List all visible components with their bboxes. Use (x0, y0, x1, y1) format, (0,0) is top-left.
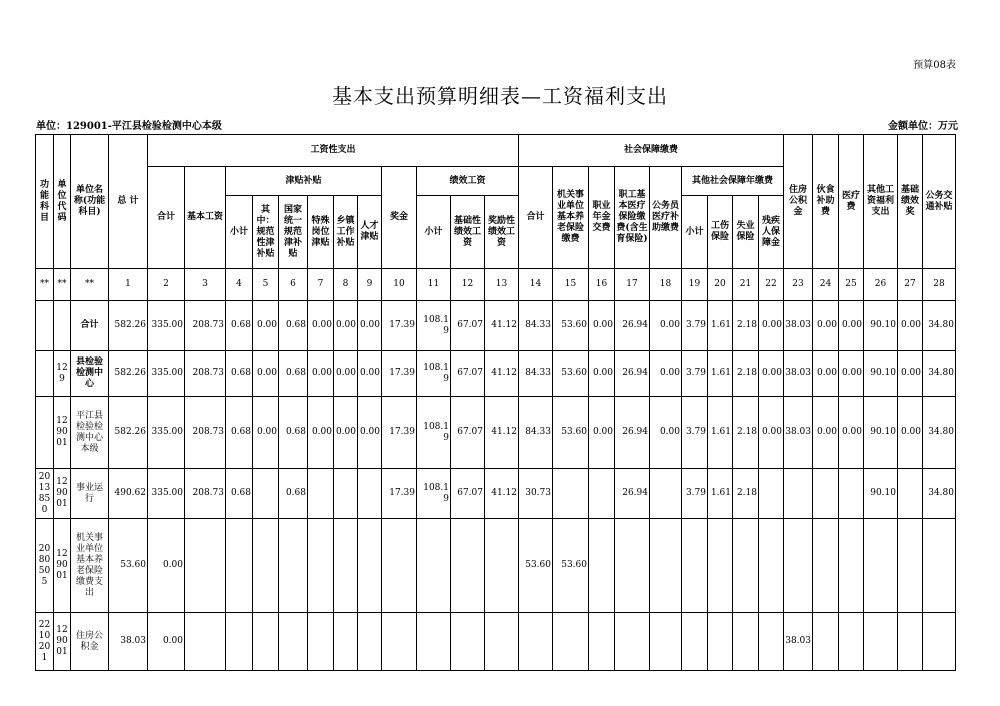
table-row (36, 613, 956, 671)
amount-cell: 0.68 (279, 469, 308, 519)
amount-cell: 17.39 (382, 301, 417, 351)
column-index-cell: 4 (226, 269, 253, 301)
amount-cell (898, 469, 923, 519)
header-allowance: 津贴补贴 (226, 167, 382, 196)
amount-cell: 582.26 (109, 397, 148, 469)
column-index-cell: 6 (279, 269, 308, 301)
header-perf-reward: 奖励性绩效工资 (485, 196, 519, 269)
amount-cell: 53.60 (519, 519, 553, 613)
func-code-cell (36, 351, 54, 397)
column-index-cell: 10 (382, 269, 417, 301)
amount-cell: 0.00 (148, 613, 185, 671)
amount-cell: 0.00 (334, 397, 358, 469)
amount-cell: 0.00 (839, 351, 864, 397)
amount-cell: 0.00 (253, 351, 279, 397)
amount-cell (308, 613, 334, 671)
amount-cell (358, 469, 382, 519)
amount-cell: 34.80 (923, 351, 956, 397)
header-unit-name: 单位名称(功能科目) (71, 135, 109, 269)
amount-cell (813, 519, 839, 613)
header-other-wage: 其他工资福利支出 (864, 135, 898, 269)
func-code-cell: 2013850 (36, 469, 54, 519)
amount-cell (839, 613, 864, 671)
amount-cell (185, 519, 226, 613)
amount-cell (813, 469, 839, 519)
amount-cell: 2.18 (733, 351, 759, 397)
amount-cell (923, 613, 956, 671)
amount-cell: 3.79 (682, 397, 708, 469)
amount-cell: 26.94 (615, 351, 650, 397)
amount-cell (759, 519, 784, 613)
header-func-code: 功能科目 (36, 135, 54, 269)
amount-cell: 1.61 (708, 351, 733, 397)
amount-cell: 34.80 (923, 469, 956, 519)
amount-cell: 0.00 (759, 301, 784, 351)
amount-cell (898, 519, 923, 613)
amount-cell (485, 519, 519, 613)
column-index-row (36, 269, 956, 301)
amount-cell: 0.00 (334, 351, 358, 397)
amount-cell (589, 613, 615, 671)
amount-cell (923, 519, 956, 613)
amount-cell: 90.10 (864, 351, 898, 397)
amount-cell: 208.73 (185, 301, 226, 351)
amount-cell: 38.03 (784, 613, 813, 671)
column-index-cell: 12 (451, 269, 485, 301)
amount-cell: 108.19 (417, 351, 451, 397)
amount-cell: 0.68 (279, 301, 308, 351)
amount-cell: 0.00 (813, 351, 839, 397)
amount-cell: 53.60 (553, 397, 589, 469)
unit-name-cell: 合计 (71, 301, 109, 351)
unit-name-cell: 机关事业单位基本养老保险缴费支出 (71, 519, 109, 613)
amount-cell: 26.94 (615, 301, 650, 351)
column-index-cell: 18 (650, 269, 682, 301)
amount-cell (185, 613, 226, 671)
amount-cell: 53.60 (553, 351, 589, 397)
amount-cell (553, 469, 589, 519)
amount-cell (615, 519, 650, 613)
amount-cell: 0.00 (813, 301, 839, 351)
header-talent-allowance: 人才津贴 (358, 196, 382, 269)
amount-cell (334, 519, 358, 613)
amount-cell (279, 519, 308, 613)
amount-cell (451, 519, 485, 613)
amount-cell: 2.18 (733, 301, 759, 351)
table-row (36, 301, 956, 351)
amount-cell (519, 613, 553, 671)
amount-cell (358, 613, 382, 671)
unit-name-cell: 住房公积金 (71, 613, 109, 671)
amount-cell: 41.12 (485, 351, 519, 397)
amount-cell: 335.00 (148, 397, 185, 469)
amount-cell: 17.39 (382, 397, 417, 469)
func-code-cell: 2080505 (36, 519, 54, 613)
amount-cell (589, 519, 615, 613)
amount-cell: 0.00 (589, 397, 615, 469)
header-transport: 公务交通补贴 (923, 135, 956, 269)
amount-cell: 41.12 (485, 469, 519, 519)
amount-cell (358, 519, 382, 613)
column-index-cell: 23 (784, 269, 813, 301)
header-wage: 工资性支出 (148, 135, 519, 167)
amount-cell: 67.07 (451, 301, 485, 351)
amount-cell: 582.26 (109, 301, 148, 351)
column-index-cell: 15 (553, 269, 589, 301)
header-total: 总 计 (109, 135, 148, 269)
amount-cell: 38.03 (784, 351, 813, 397)
amount-cell: 0.00 (898, 397, 923, 469)
page-title: 基本支出预算明细表—工资福利支出 (332, 84, 668, 108)
amount-cell: 0.00 (759, 397, 784, 469)
unit-code-cell: 129001 (54, 613, 71, 671)
amount-cell: 17.39 (382, 469, 417, 519)
amount-cell: 0.00 (308, 351, 334, 397)
amount-cell (682, 519, 708, 613)
amount-cell (759, 613, 784, 671)
amount-cell: 2.18 (733, 397, 759, 469)
amount-cell: 17.39 (382, 351, 417, 397)
amount-cell: 0.68 (226, 301, 253, 351)
column-index-cell: 25 (839, 269, 864, 301)
amount-cell: 0.68 (279, 397, 308, 469)
column-index-cell: 11 (417, 269, 451, 301)
amount-cell: 38.03 (109, 613, 148, 671)
header-allowance-sub: 小计 (226, 196, 253, 269)
amount-cell: 3.79 (682, 469, 708, 519)
amount-cell (784, 519, 813, 613)
amount-cell: 67.07 (451, 469, 485, 519)
header-disability: 残疾人保障金 (759, 196, 784, 269)
amount-cell: 1.61 (708, 469, 733, 519)
column-index-cell: 17 (615, 269, 650, 301)
amount-cell: 1.61 (708, 397, 733, 469)
amount-cell (708, 519, 733, 613)
unit-name-cell: 平江县检验检测中心本级 (71, 397, 109, 469)
func-code-cell: 2210201 (36, 613, 54, 671)
amount-cell: 34.80 (923, 397, 956, 469)
table-row (36, 351, 956, 397)
amount-cell (650, 519, 682, 613)
amount-cell: 0.00 (253, 301, 279, 351)
amount-cell: 3.79 (682, 301, 708, 351)
amount-cell: 0.00 (898, 351, 923, 397)
header-perf: 绩效工资 (417, 167, 519, 196)
header-post-allowance: 特殊岗位津贴 (308, 196, 334, 269)
header-injury: 工伤保险 (708, 196, 733, 269)
amount-cell: 0.00 (589, 351, 615, 397)
amount-cell: 0.00 (813, 397, 839, 469)
amount-cell: 41.12 (485, 397, 519, 469)
amount-cell: 53.60 (109, 519, 148, 613)
header-med: 医疗费 (839, 135, 864, 269)
amount-cell: 38.03 (784, 301, 813, 351)
amount-cell (733, 613, 759, 671)
amount-cell (589, 469, 615, 519)
amount-cell: 0.00 (253, 397, 279, 469)
amount-cell (650, 613, 682, 671)
amount-cell: 0.00 (898, 301, 923, 351)
column-index-cell: 2 (148, 269, 185, 301)
unit-name-cell: 县检验检测中心 (71, 351, 109, 397)
amount-cell: 41.12 (485, 301, 519, 351)
amount-cell: 90.10 (864, 397, 898, 469)
unit-code-cell: 129 (54, 351, 71, 397)
amount-cell (279, 613, 308, 671)
header-perf-sub: 小计 (417, 196, 451, 269)
amount-cell: 0.68 (279, 351, 308, 397)
header-other-sub: 小计 (682, 196, 708, 269)
amount-cell (839, 519, 864, 613)
amount-cell: 490.62 (109, 469, 148, 519)
func-code-cell (36, 301, 54, 351)
amount-cell (334, 469, 358, 519)
header-housing: 住房公积金 (784, 135, 813, 269)
amount-cell: 582.26 (109, 351, 148, 397)
table-row (36, 519, 956, 613)
column-index-cell: 20 (708, 269, 733, 301)
amount-cell: 208.73 (185, 469, 226, 519)
column-index-cell: 16 (589, 269, 615, 301)
header-other-social: 其他社会保障年缴费 (682, 167, 784, 196)
header-annuity: 职业年金交费 (589, 167, 615, 269)
amount-cell (682, 613, 708, 671)
header-national-allowance: 国家统一规范津补贴 (279, 196, 308, 269)
column-index-cell: 28 (923, 269, 956, 301)
amount-cell: 335.00 (148, 301, 185, 351)
amount-cell (226, 519, 253, 613)
amount-cell: 0.68 (226, 397, 253, 469)
column-index-cell: 9 (358, 269, 382, 301)
amount-cell: 3.79 (682, 351, 708, 397)
amount-cell (553, 613, 589, 671)
amount-cell: 26.94 (615, 397, 650, 469)
amount-cell: 67.07 (451, 397, 485, 469)
amount-cell (417, 519, 451, 613)
amount-cell (253, 519, 279, 613)
header-base-bonus: 基础绩效奖 (898, 135, 923, 269)
amount-cell: 0.00 (308, 301, 334, 351)
amount-cell: 108.19 (417, 397, 451, 469)
amount-cell: 84.33 (519, 397, 553, 469)
amount-cell: 38.03 (784, 397, 813, 469)
amount-cell (784, 469, 813, 519)
amount-cell: 30.73 (519, 469, 553, 519)
amount-cell (382, 519, 417, 613)
amount-cell: 0.00 (839, 301, 864, 351)
amount-cell (813, 613, 839, 671)
header-wage-total: 合计 (148, 167, 185, 269)
amount-cell: 0.00 (759, 351, 784, 397)
amount-cell (308, 519, 334, 613)
amount-cell (253, 469, 279, 519)
func-code-cell (36, 397, 54, 469)
column-index-cell: 1 (109, 269, 148, 301)
amount-cell: 335.00 (148, 469, 185, 519)
header-basic-wage: 基本工资 (185, 167, 226, 269)
column-index-cell: ** (54, 269, 71, 301)
column-index-cell: ** (71, 269, 109, 301)
amount-cell: 108.19 (417, 301, 451, 351)
amount-cell: 90.10 (864, 469, 898, 519)
amount-cell: 0.00 (334, 301, 358, 351)
amount-cell (650, 469, 682, 519)
amount-cell (898, 613, 923, 671)
header-social-total: 合计 (519, 167, 553, 269)
column-index-cell: ** (36, 269, 54, 301)
header-town-allowance: 乡镇工作补贴 (334, 196, 358, 269)
header-unit-code: 单位代码 (54, 135, 71, 269)
amount-cell (485, 613, 519, 671)
column-index-cell: 27 (898, 269, 923, 301)
header-norm-allowance: 其中：规范性津补贴 (253, 196, 279, 269)
amount-cell: 0.00 (650, 397, 682, 469)
unit-code-cell: 129001 (54, 397, 71, 469)
budget-table (35, 134, 956, 671)
header-pension: 机关事业单位基本养老保险缴费 (553, 167, 589, 269)
amount-cell: 90.10 (864, 301, 898, 351)
amount-cell: 84.33 (519, 351, 553, 397)
amount-cell (733, 519, 759, 613)
unit-code-cell (54, 301, 71, 351)
column-index-cell: 21 (733, 269, 759, 301)
amount-cell: 0.00 (650, 301, 682, 351)
column-index-cell: 3 (185, 269, 226, 301)
amount-cell (417, 613, 451, 671)
amount-cell: 34.80 (923, 301, 956, 351)
column-index-cell: 19 (682, 269, 708, 301)
amount-cell: 0.68 (226, 469, 253, 519)
header-bonus: 奖金 (382, 167, 417, 269)
amount-cell: 0.00 (650, 351, 682, 397)
amount-cell: 53.60 (553, 301, 589, 351)
amount-cell (451, 613, 485, 671)
amount-cell: 208.73 (185, 351, 226, 397)
amount-cell: 84.33 (519, 301, 553, 351)
amount-cell: 0.00 (589, 301, 615, 351)
header-medical: 职工基本医疗保险缴费(含生育保险) (615, 167, 650, 269)
column-index-cell: 13 (485, 269, 519, 301)
amount-cell (308, 469, 334, 519)
amount-cell (759, 469, 784, 519)
money-unit-label: 金额单位：万元 (888, 121, 958, 132)
amount-cell: 335.00 (148, 351, 185, 397)
amount-cell (864, 519, 898, 613)
table-row (36, 469, 956, 519)
amount-cell: 0.00 (839, 397, 864, 469)
amount-cell (226, 613, 253, 671)
amount-cell (253, 613, 279, 671)
amount-cell (839, 469, 864, 519)
amount-cell (708, 613, 733, 671)
unit-name-cell: 事业运行 (71, 469, 109, 519)
column-index-cell: 24 (813, 269, 839, 301)
amount-cell: 108.19 (417, 469, 451, 519)
column-index-cell: 14 (519, 269, 553, 301)
header-perf-base: 基础性绩效工资 (451, 196, 485, 269)
amount-cell (615, 613, 650, 671)
column-index-cell: 5 (253, 269, 279, 301)
column-index-cell: 7 (308, 269, 334, 301)
column-index-cell: 26 (864, 269, 898, 301)
header-unemployment: 失业保险 (733, 196, 759, 269)
amount-cell (864, 613, 898, 671)
table-row (36, 397, 956, 469)
unit-label: 单位：129001-平江县检验检测中心本级 (36, 121, 222, 132)
amount-cell: 67.07 (451, 351, 485, 397)
header-social: 社会保障缴费 (519, 135, 784, 167)
column-index-cell: 22 (759, 269, 784, 301)
amount-cell: 1.61 (708, 301, 733, 351)
form-number: 预算08表 (913, 60, 956, 71)
unit-code-cell: 129001 (54, 519, 71, 613)
amount-cell: 53.60 (553, 519, 589, 613)
amount-cell: 0.00 (358, 301, 382, 351)
column-index-cell: 8 (334, 269, 358, 301)
amount-cell: 0.00 (308, 397, 334, 469)
header-meal: 伙食补助费 (813, 135, 839, 269)
amount-cell: 208.73 (185, 397, 226, 469)
amount-cell (382, 613, 417, 671)
amount-cell: 26.94 (615, 469, 650, 519)
amount-cell: 0.00 (148, 519, 185, 613)
amount-cell: 2.18 (733, 469, 759, 519)
unit-code-cell: 129001 (54, 469, 71, 519)
amount-cell (334, 613, 358, 671)
header-civil-medical: 公务员医疗补助缴费 (650, 167, 682, 269)
amount-cell: 0.00 (358, 351, 382, 397)
amount-cell: 0.00 (358, 397, 382, 469)
amount-cell: 0.68 (226, 351, 253, 397)
